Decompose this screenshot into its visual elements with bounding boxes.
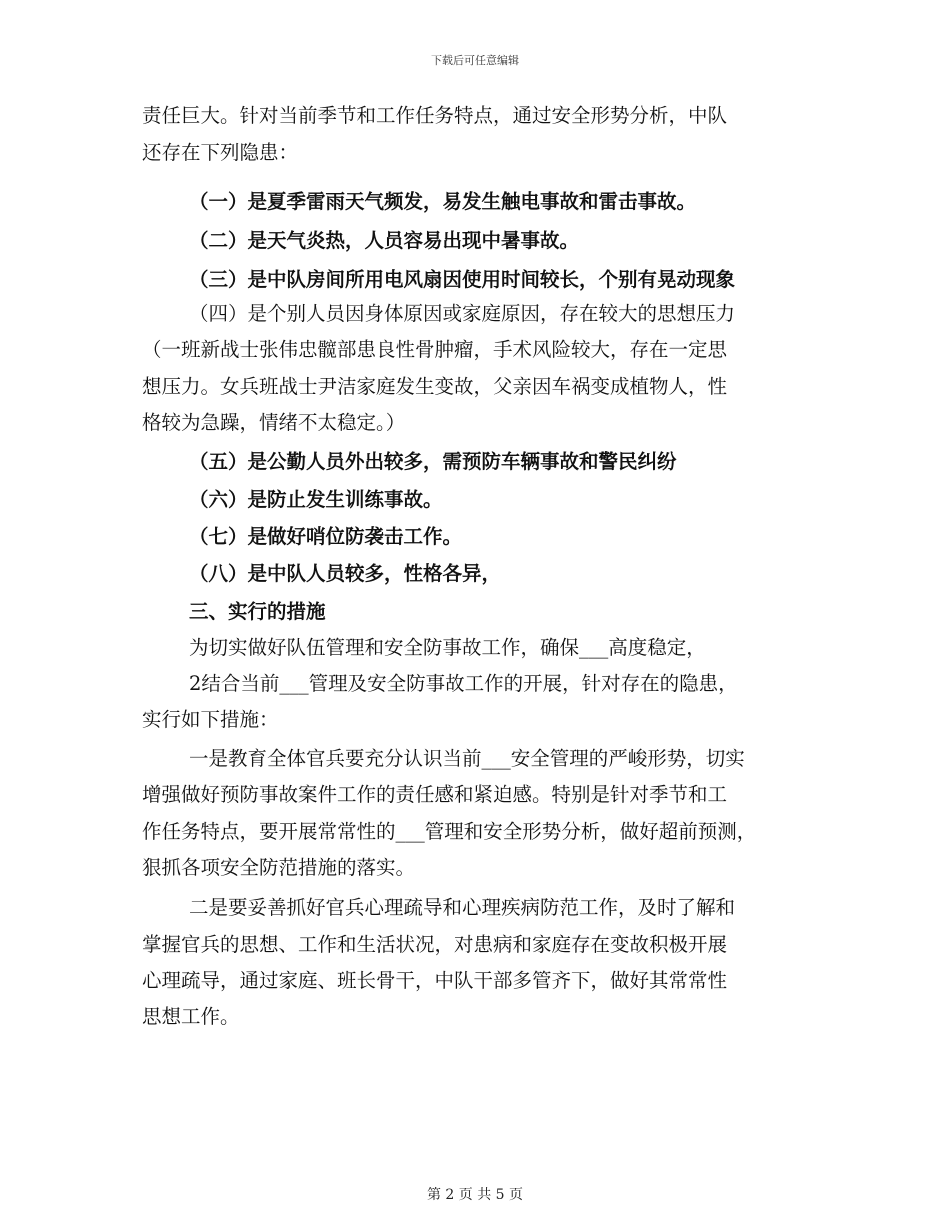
paragraph-line: （三）是中队房间所用电风扇因使用时间较长，个别有晃动现象 [189, 268, 736, 291]
paragraph-line: （八）是中队人员较多，性格各异， [189, 562, 502, 585]
paragraph-line: （六）是防止发生训练事故。 [189, 488, 443, 511]
paragraph-line: （五）是公勤人员外出较多，需预防车辆事故和警民纠纷 [189, 450, 677, 473]
paragraph-line: 一是教育全体官兵要充分认识当前___安全管理的严峻形势，切实 [189, 747, 745, 770]
paragraph-line: 作任务特点，要开展常常性的___管理和安全形势分析，做好超前预测， [142, 820, 757, 843]
page-header-note: 下载后可任意编辑 [431, 54, 519, 67]
paragraph-line: （二）是天气炎热，人员容易出现中暑事故。 [189, 229, 580, 252]
paragraph-line: 思想工作。 [142, 1005, 240, 1028]
paragraph-line: 心理疏导，通过家庭、班长骨干，中队干部多管齐下，做好其常常性 [142, 969, 728, 992]
paragraph-line: 二是要妥善抓好官兵心理疏导和心理疾病防范工作，及时了解和 [189, 896, 736, 919]
paragraph-line: 掌握官兵的思想、工作和生活状况，对患病和家庭存在变故积极开展 [142, 933, 728, 956]
paragraph-line: 增强做好预防事故案件工作的责任感和紧迫感。特别是针对季节和工 [142, 783, 728, 806]
paragraph-line: 2结合当前___管理及安全防事故工作的开展，针对存在的隐患， [189, 672, 738, 695]
paragraph-line: 还存在下列隐患： [142, 141, 299, 164]
paragraph-line: 为切实做好队伍管理和安全防事故工作，确保___高度稳定， [189, 636, 706, 659]
paragraph-line: 格较为急躁，情绪不太稳定。） [142, 411, 406, 434]
paragraph-line: （一）是夏季雷雨天气频发，易发生触电事故和雷击事故。 [189, 190, 697, 213]
paragraph-line: 三、实行的措施 [189, 600, 326, 623]
page-number: 第 2 页 共 5 页 [426, 1187, 524, 1203]
paragraph-line: （七）是做好哨位防袭击工作。 [189, 525, 463, 548]
paragraph-line: 狠抓各项安全防范措施的落实。 [142, 856, 416, 879]
paragraph-line: （四）是个别人员因身体原因或家庭原因，存在较大的思想压力 [189, 302, 736, 325]
paragraph-line: （一班新战士张伟忠髋部患良性骨肿瘤，手术风险较大，存在一定思 [142, 338, 728, 361]
paragraph-line: 责任巨大。针对当前季节和工作任务特点，通过安全形势分析，中队 [142, 104, 728, 127]
paragraph-line: 想压力。女兵班战士尹洁家庭发生变故，父亲因车祸变成植物人，性 [142, 375, 728, 398]
paragraph-line: 实行如下措施： [142, 708, 279, 731]
